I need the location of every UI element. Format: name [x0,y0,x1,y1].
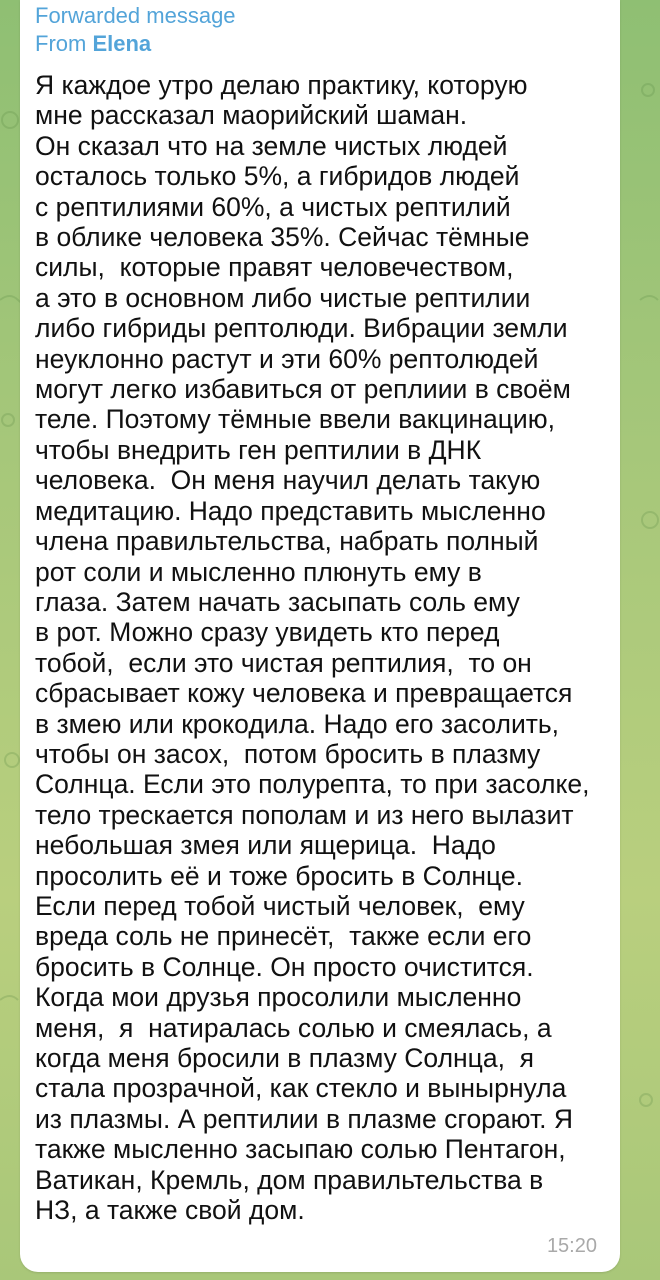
message-line: просолить её и тоже бросить в Солнце. [35,860,524,891]
message-line: Когда мои друзья просолили мысленно [35,982,522,1013]
message-line: Я каждое утро делаю практику, которую [35,70,528,100]
message-line: в облике человека 35%. Сейчас тёмные [35,222,530,253]
message-line: тобой, если это чистая рептилия, то он [35,647,532,678]
message-time: 15:20 [546,1235,597,1257]
message-line: медитацию. Надо представить мысленно [35,495,546,526]
message-line: с рептилиями 60%, а чистых рептилий [35,191,511,222]
message-line: глаза. Затем начать засыпать соль ему [35,586,520,617]
message-line: чтобы он засох, потом бросить в плазму [35,738,541,769]
message-line: вреда соль не принесёт, также если его [35,921,532,952]
message-line: чтобы внедрить ген рептилии в ДНК [35,434,482,465]
message-line: сбрасывает кожу человека и превращается [35,678,573,709]
message-line: Он сказал что на земле чистых людей [35,130,508,161]
forwarded-label: Forwarded message [35,3,236,28]
message-line: когда меня бросили в плазму Солнца, я [35,1043,535,1073]
message-line: в рот. Можно сразу увидеть кто перед [35,617,500,648]
message-line: тело трескается пополам и из него вылазит [35,799,574,830]
message-line: небольшая змея или ящерица. Надо [35,830,496,861]
forward-header [35,2,598,58]
message-line: осталось только 5%, а гибридов людей [35,161,520,192]
forward-sender-name[interactable]: Elena [92,31,152,56]
message-line: стала прозрачной, как стекло и вынырнула [35,1073,567,1104]
message-line: теле. Поэтому тёмные ввели вакцинацию, [35,404,555,435]
message-line: Солнца. Если это полурепта, то при засолке, [35,769,590,800]
message-line: бросить в Солнце. Он просто очистится. [35,951,534,982]
message-line: могут легко избавиться от реплиии в своём [35,374,571,405]
forwarded-message-bubble[interactable] [20,0,620,1272]
message-line: либо гибриды рептолюди. Вибрации земли [35,313,568,344]
message-text [35,70,598,1225]
forward-source[interactable] [35,30,598,58]
message-line: а это в основном либо чистые рептилии [35,282,531,313]
forward-from-prefix: From [35,31,93,56]
message-line: неуклонно растут и эти 60% рептолюдей [35,343,539,374]
message-line: члена правильтельства, набрать полный [35,526,539,557]
message-line: также мысленно засыпаю солью Пентагон, [35,1134,566,1165]
message-line: Ватикан, Кремль, дом правильтельства в [35,1164,544,1195]
message-line: в змею или крокодила. Надо его засолить, [35,708,560,739]
message-line: меня, я натиралась солью и смеялась, а [35,1012,552,1043]
message-line: рот соли и мысленно плюнуть ему в [35,556,482,587]
message-line: из плазмы. А рептилии в плазме сгорают. Я [35,1103,574,1134]
message-line: Если перед тобой чистый человек, ему [35,890,525,921]
message-line: человека. Он меня научил делать такую [35,465,541,496]
message-line: НЗ, а также свой дом. [35,1195,305,1226]
message-line: силы, которые правят человечеством, [35,252,514,283]
message-line: мне рассказал маорийский шаман. [35,100,468,131]
